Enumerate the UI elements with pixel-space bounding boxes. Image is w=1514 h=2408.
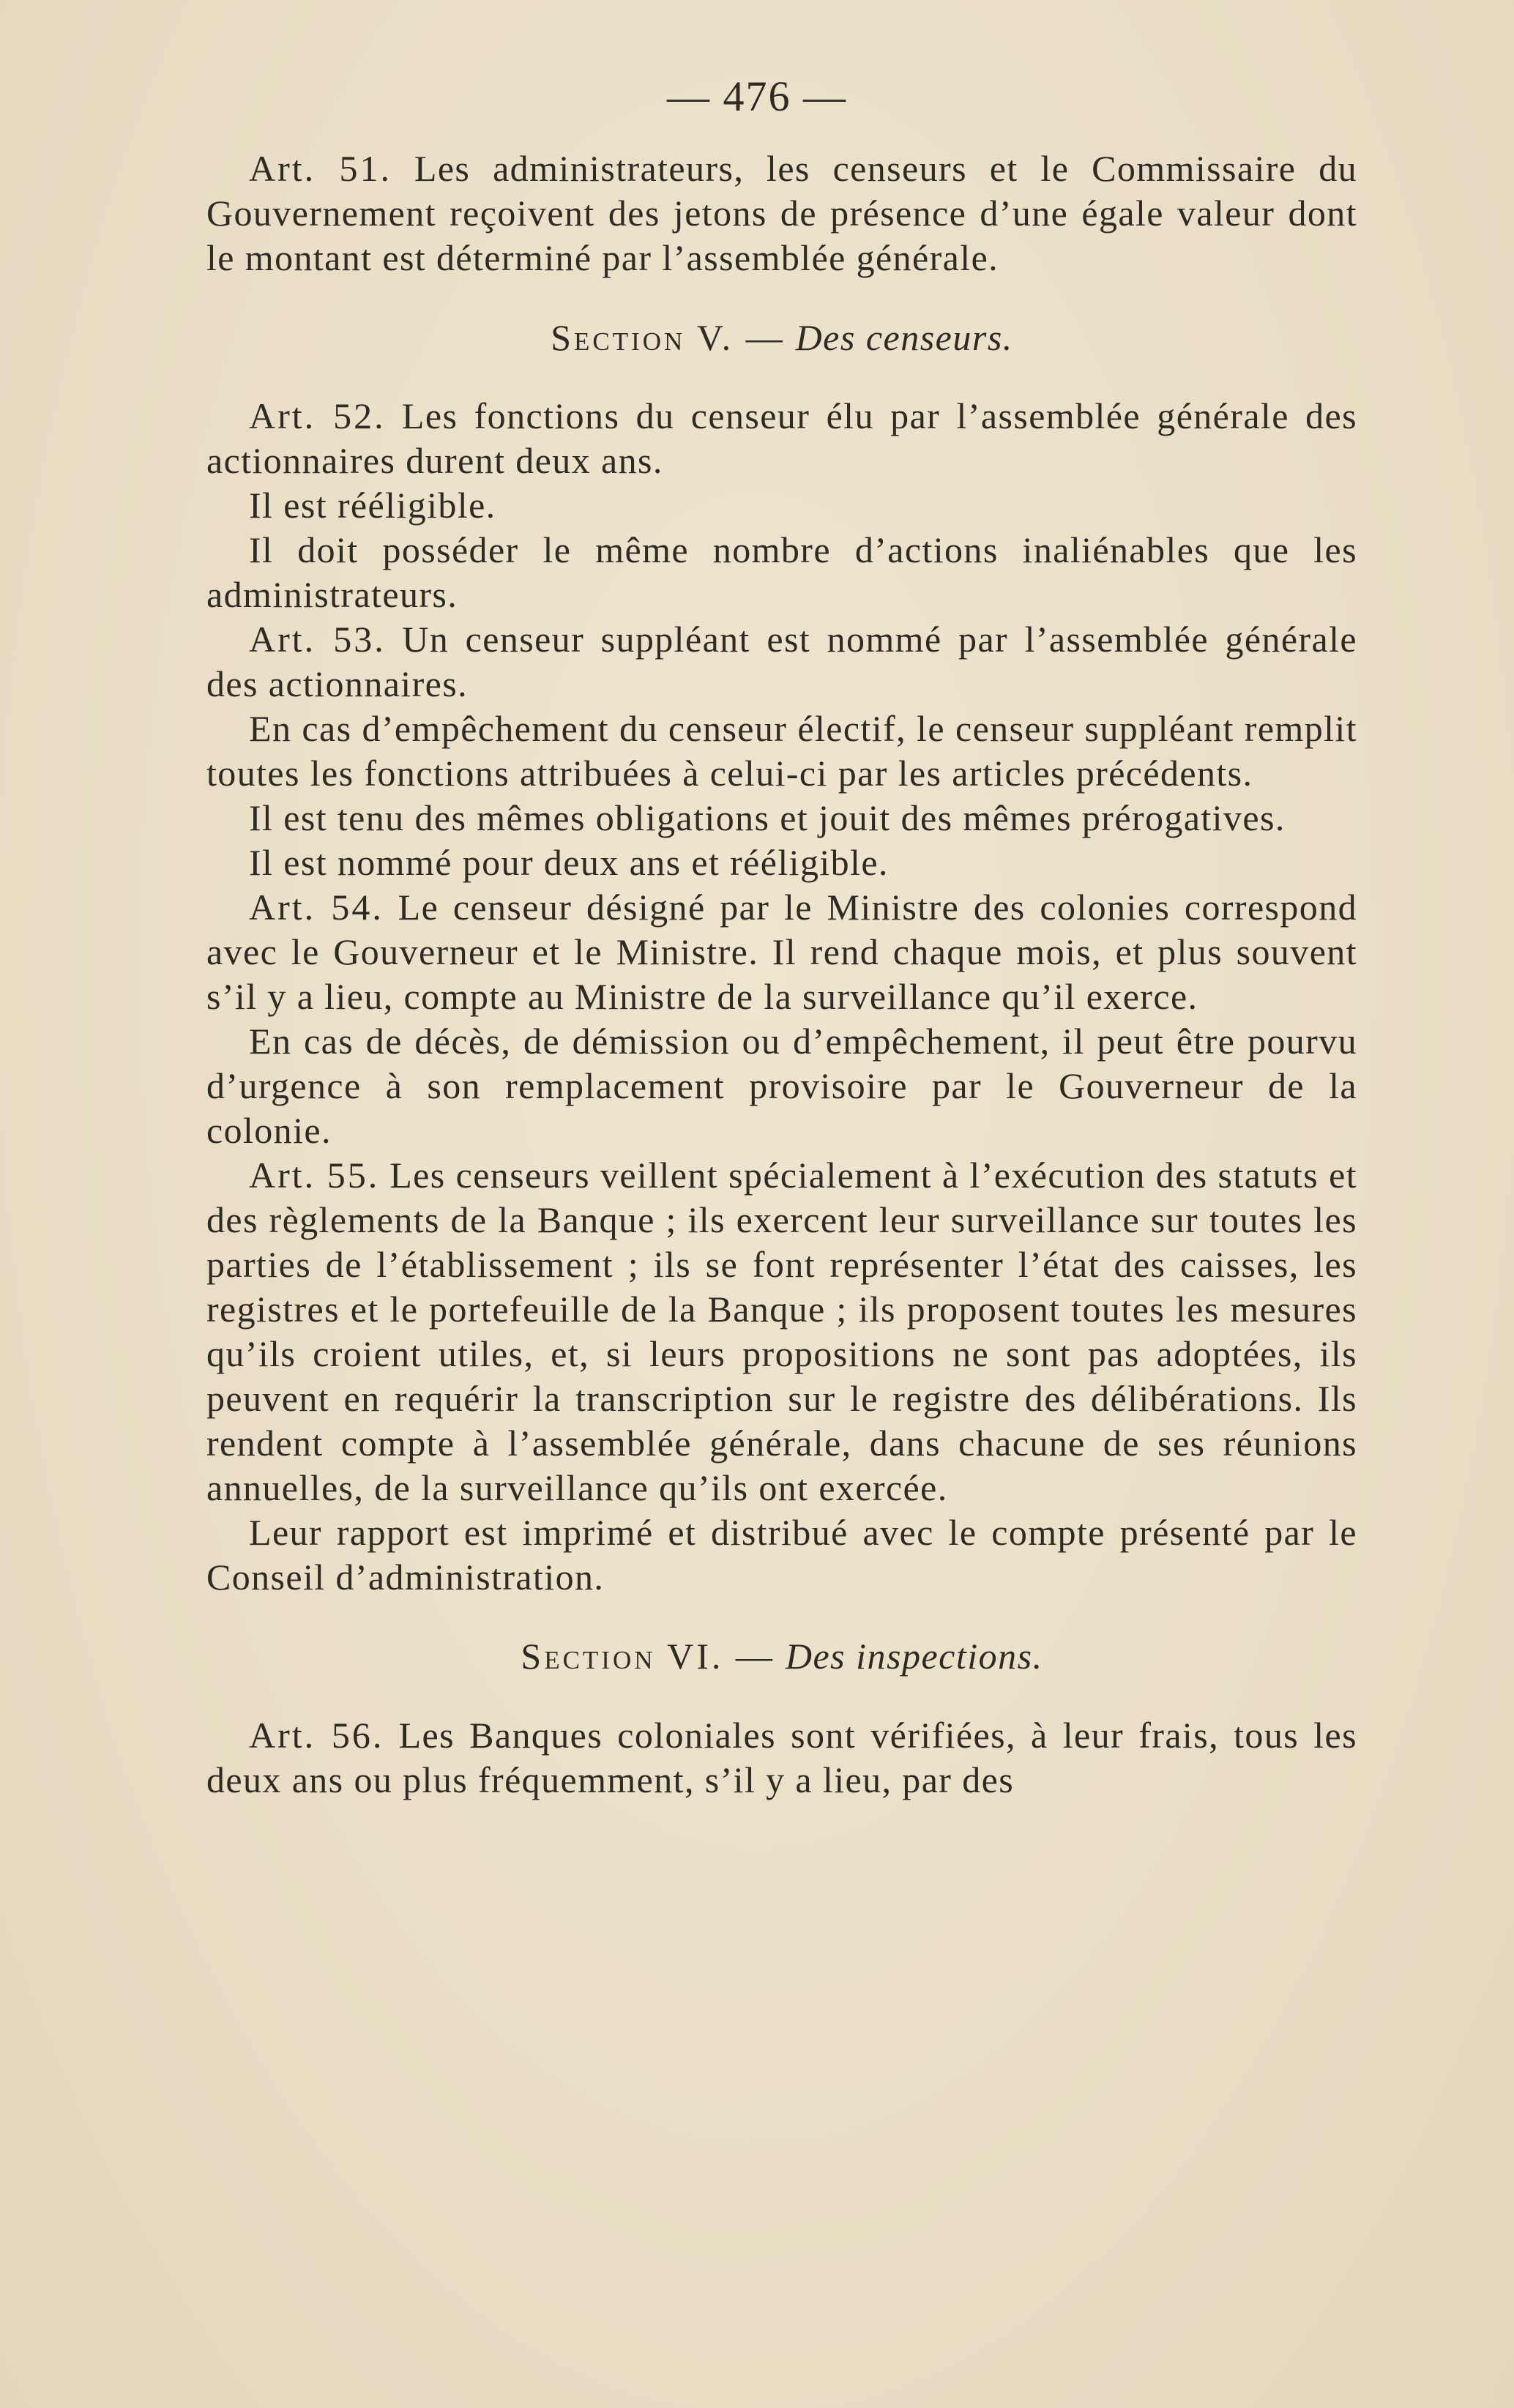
- article-text: Les fonctions du censeur élu par l’assemblée générale des actionnaires durent deux ans.: [206, 395, 1357, 481]
- paragraph: Il doit posséder le même nombre d’actions inaliénables que les administrateurs.: [206, 529, 1357, 615]
- article-51: [206, 146, 1357, 280]
- article-52: [206, 394, 1357, 483]
- article-number: Art. 51.: [249, 148, 392, 189]
- page-body: [206, 146, 1357, 1803]
- section-heading-vi: [206, 1634, 1357, 1679]
- article-text: Les censeurs veillent spécialement à l’exécution des statuts et des règlements de la Banque ; ils exercent leur surveillance sur toutes les parties de l’établissement ; ils se font représenter l’état des caisses, les registres et le portefeuille de la Banque ; ils proposent toutes les mesures qu’ils croient utiles, et, si leurs propositions ne sont pas adoptées, ils peuvent en requérir la transcription sur le registre des délibérations. Ils rendent compte à l’assemblée générale, dans chacune de ses réunions annuelles, de la surveillance qu’ils ont exercée.: [206, 1155, 1357, 1508]
- article-text: Un censeur suppléant est nommé par l’assemblée générale des actionnaires.: [206, 619, 1357, 704]
- article-number: Art. 56.: [249, 1715, 384, 1756]
- article-53: [206, 617, 1357, 707]
- article-55: [206, 1153, 1357, 1510]
- article-text: Les administrateurs, les censeurs et le Commissaire du Gouvernement reçoivent des jetons de présence d’une égale valeur dont le montant est déterminé par l’assemblée générale.: [206, 148, 1357, 278]
- article-text: Le censeur désigné par le Ministre des colonies correspond avec le Gouverneur et le Ministre. Il rend chaque mois, et plus souvent s’il y a lieu, compte au Ministre de la surveillance qu’il exerce.: [206, 887, 1357, 1017]
- paragraph: En cas d’empêchement du censeur électif, le censeur suppléant remplit toutes les fonctions attribuées à celui-ci par les articles précédents.: [206, 708, 1357, 794]
- paragraph: Il est tenu des mêmes obligations et jouit des mêmes prérogatives.: [249, 797, 1286, 838]
- paragraph: Il est rééligible.: [249, 485, 496, 526]
- paragraph: En cas de décès, de démission ou d’empêchement, il peut être pourvu d’urgence à son remplacement provisoire par le Gouverneur de la colonie.: [206, 1021, 1357, 1151]
- article-56: [206, 1713, 1357, 1803]
- article-number: Art. 54.: [249, 887, 384, 928]
- section-title: Des inspections.: [785, 1636, 1043, 1677]
- section-title: Des censeurs.: [795, 317, 1013, 358]
- paragraph: Leur rapport est imprimé et distribué avec le compte présenté par le Conseil d’administration.: [206, 1512, 1357, 1598]
- section-heading-v: [206, 316, 1357, 360]
- section-label: Section VI. —: [521, 1636, 775, 1677]
- article-number: Art. 52.: [249, 395, 386, 436]
- article-text: Les Banques coloniales sont vérifiées, à leur frais, tous les deux ans ou plus fréquemment, s’il y a lieu, par des: [206, 1715, 1357, 1800]
- paragraph: Il est nommé pour deux ans et rééligible.: [249, 842, 889, 883]
- article-number: Art. 55.: [249, 1155, 380, 1196]
- article-number: Art. 53.: [249, 619, 386, 660]
- page-number: — 476 —: [667, 72, 847, 120]
- section-label: Section V. —: [551, 317, 786, 358]
- article-54: [206, 885, 1357, 1019]
